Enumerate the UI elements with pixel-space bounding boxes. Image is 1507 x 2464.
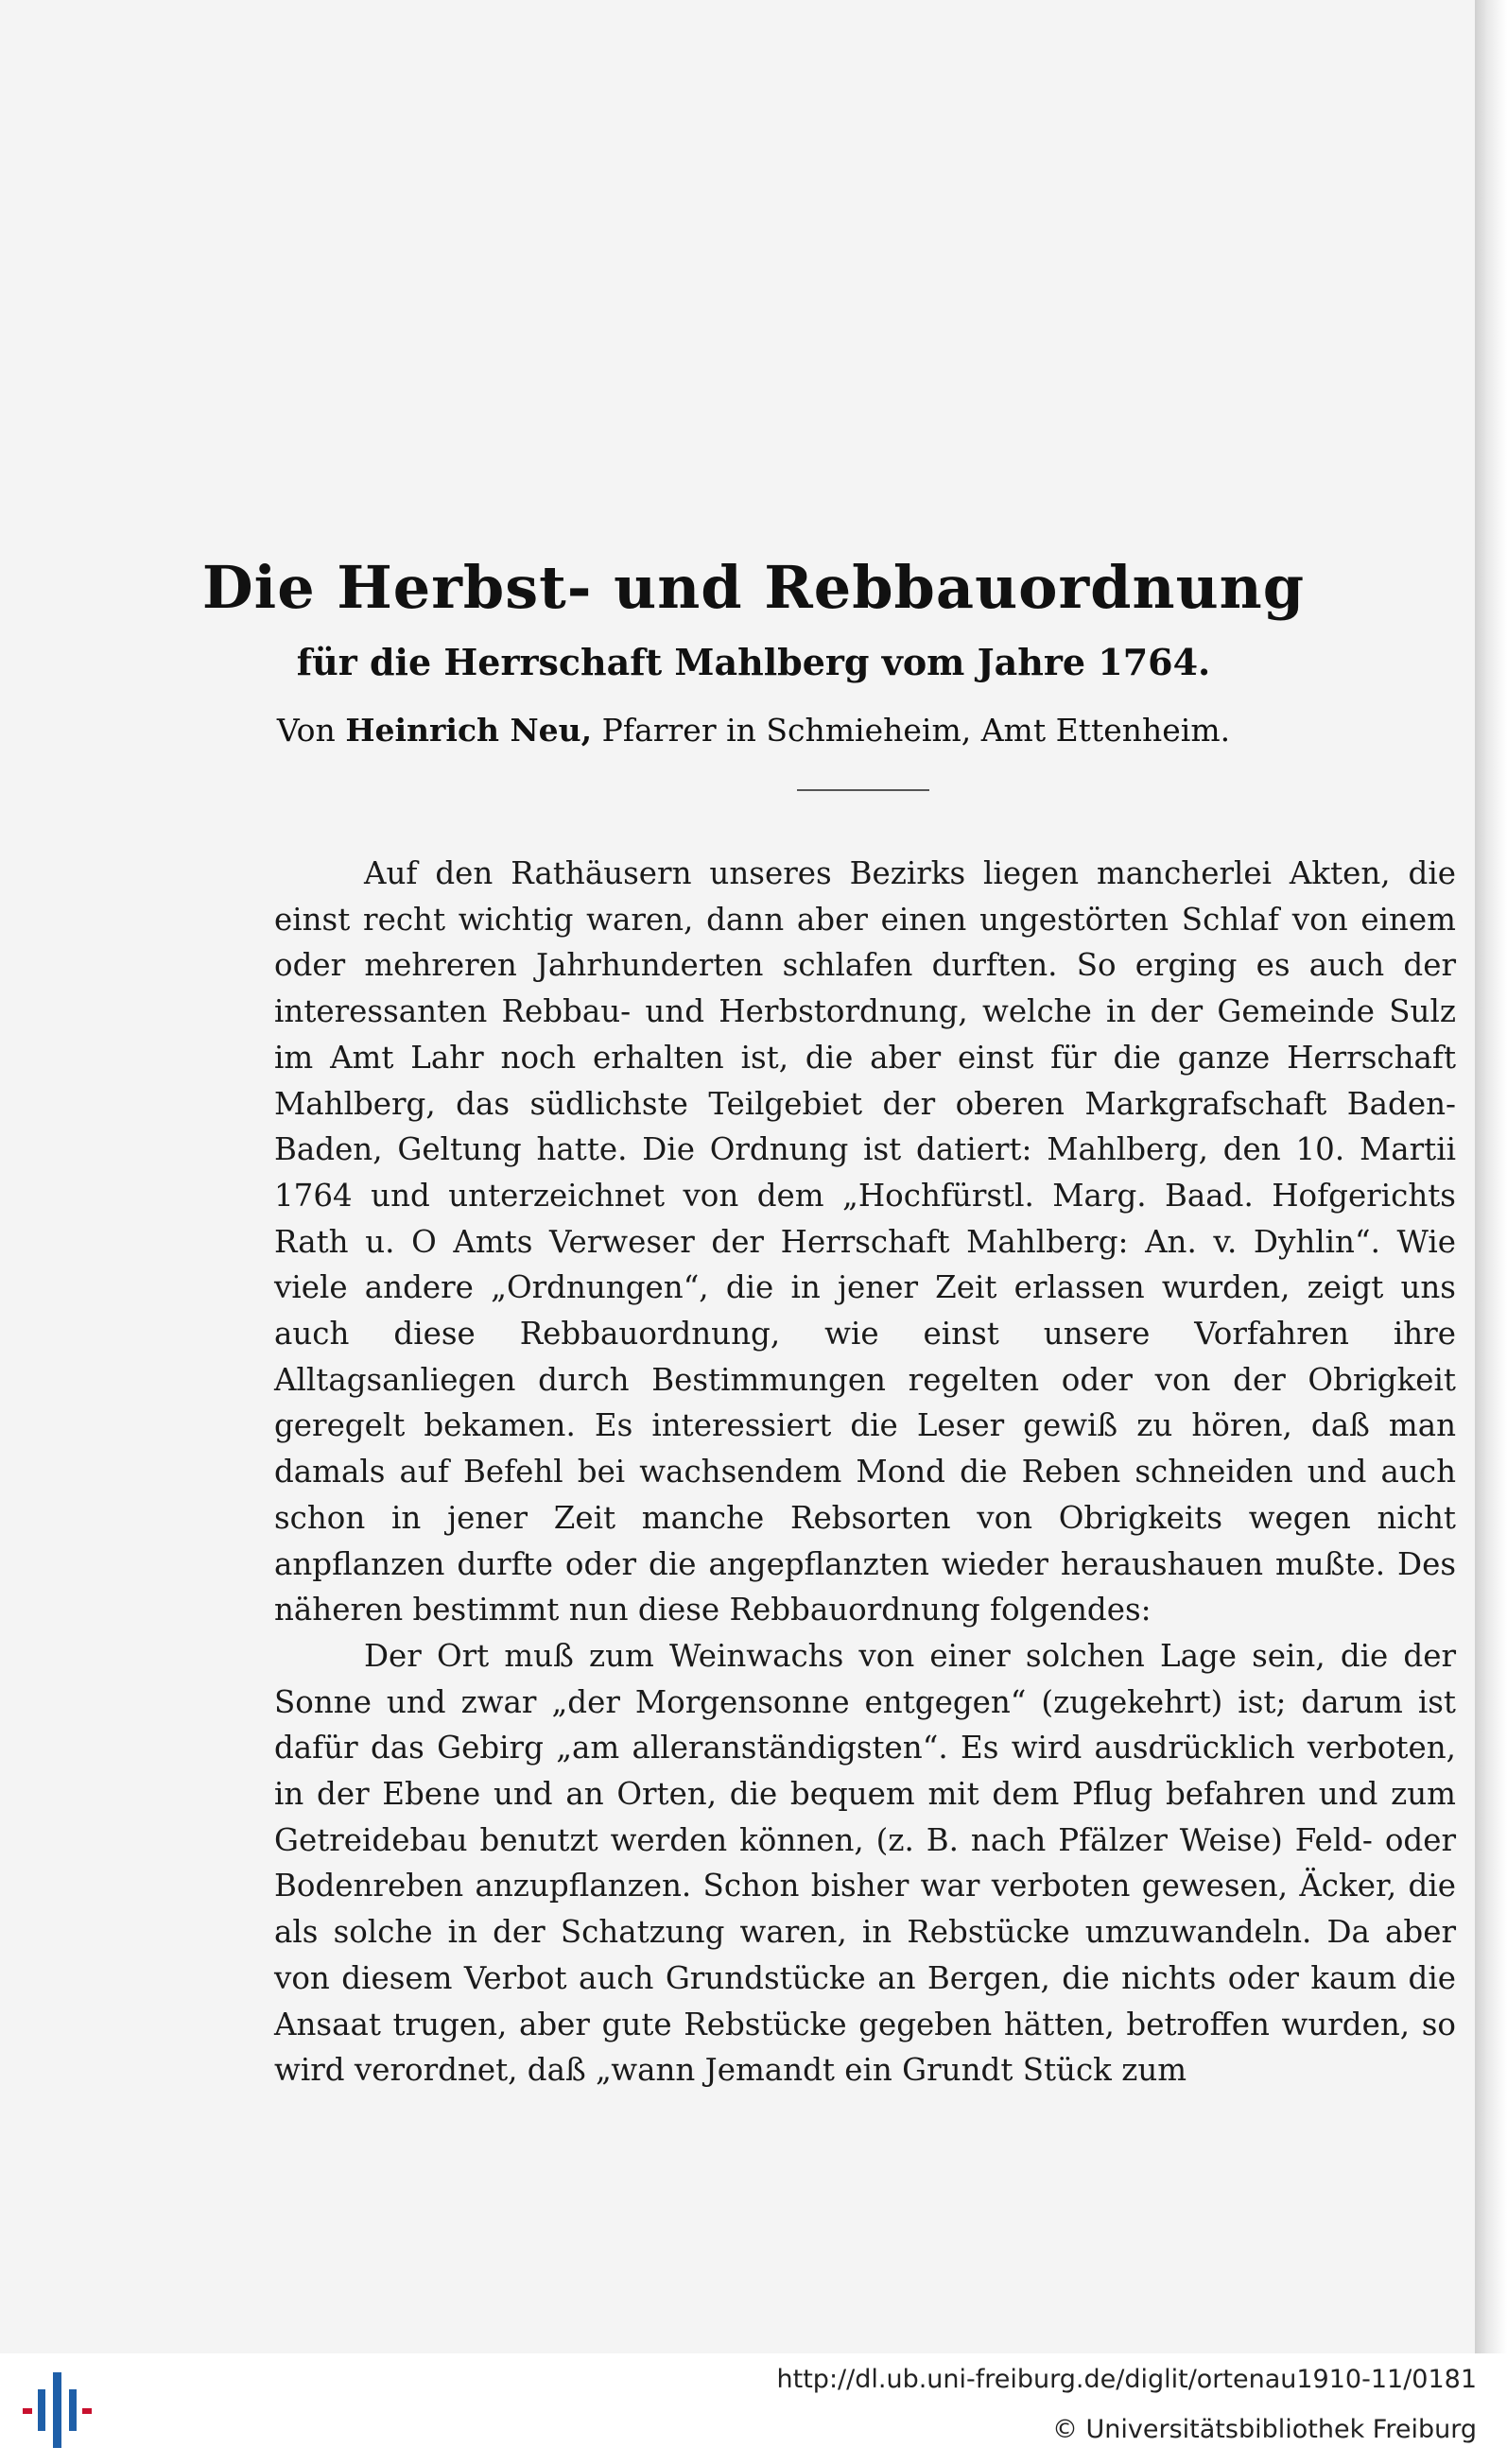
byline-author: Heinrich Neu, [345,712,593,749]
paragraph-2: Der Ort muß zum Weinwachs von einer solchen Lage sein, die der Sonne und zwar „der Morgensonne entgegen“ (zugekehrt) ist; darum ist dafür das Gebirg „am alleranständigsten“. Es wird ausdrücklich verboten, in der Ebene und an Orten, die bequem mit dem Pflug befahren und zum Getreidebau benutzt werden können, (z. B. nach Pfälzer Weise) Feld- oder Bodenreben anzupflanzen. Schon bisher war verboten gewesen, Äcker, die als solche in der Schatzung waren, in Rebstücke umzuwandeln. Da aber von diesem Verbot auch Grundstücke an Bergen, die nichts oder kaum die Ansaat trugen, aber gute Rebstücke gegeben hätten, betroffen wurden, so wird verordnet, daß „wann Jemandt ein Grundt Stück zum [274,1637,1456,2089]
article-subtitle: für die Herrschaft Mahlberg vom Jahre 1764. [296,641,1211,683]
byline [0,712,1507,749]
article-title: Die Herbst- und Rebbauordnung [201,553,1306,622]
copyright-notice: © Universitätsbibliothek Freiburg [1051,2415,1477,2444]
article-body [274,851,1456,2094]
page-edge-shadow [1475,0,1507,2353]
paragraph-1: Auf den Rathäusern unseres Bezirks liegen mancherlei Akten, die einst recht wichtig waren, dann aber einen ungestörten Schlaf von einem oder mehreren Jahrhunderten schlafen durften. So erging es auch der interessanten Rebbau- und Herbstordnung, welche in der Gemeinde Sulz im Amt Lahr noch erhalten ist, die aber einst für die ganze Herrschaft Mahlberg, das südlichste Teilgebiet der oberen Markgrafschaft Baden-Baden, Geltung hatte. Die Ordnung ist datiert: Mahlberg, den 10. Martii 1764 und unterzeichnet von dem „Hochfürstl. Marg. Baad. Hofgerichts Rath u. O Amts Verweser der Herrschaft Mahlberg: An. v. Dyhlin“. Wie viele andere „Ordnungen“, die in jener Zeit erlassen wurden, zeigt uns auch diese Rebbauordnung, wie einst unsere Vorfahren ihre Alltagsanliegen durch Bestimmungen regelten oder von der Obrigkeit geregelt bekamen. Es interessiert die Leser gewiß zu hören, daß man damals auf Befehl bei wachsendem Mond die Reben schneiden und auch schon in jener Zeit manche Rebsorten von Obrigkeits wegen nicht anpflanzen durfte oder die angepflanzten wieder heraushauen mußte. Des näheren bestimmt nun diese Rebbauordnung folgendes: [274,855,1456,1628]
byline-prefix: Von [276,712,336,749]
source-url-link[interactable]: http://dl.ub.uni-freiburg.de/diglit/ortenau1910-11/0181 [776,2365,1477,2394]
byline-suffix: Pfarrer in Schmieheim, Amt Ettenheim. [601,712,1231,749]
separator-rule [797,789,929,791]
library-logo-icon [17,2372,97,2448]
